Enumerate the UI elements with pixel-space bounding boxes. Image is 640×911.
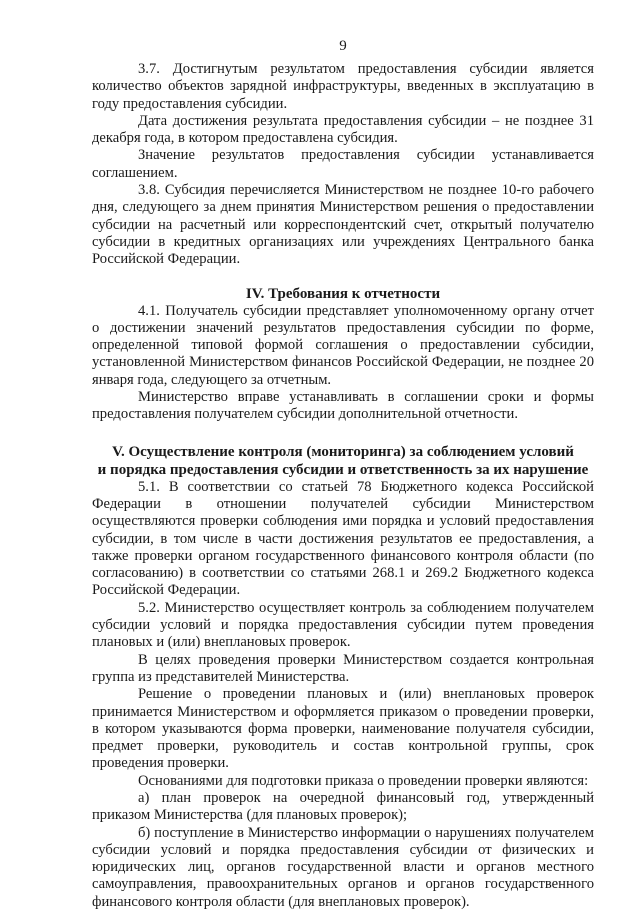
paragraph-3-7: 3.7. Достигнутым результатом предоставления субсидии является количество объектов зарядной инфраструктуры, введенных в эксплуатацию в году предоставления субсидии.: [92, 61, 594, 112]
list-item-b: б) поступление в Министерство информации о нарушениях получателем субсидии условий и порядка предоставления субсидии от физических и юридических лиц, органов государственной власти и органов местного самоуправления, правоохранительных органов и органов государственного финансового контроля области (для внеплановых проверок).: [92, 824, 594, 910]
paragraph-additional-reporting: Министерство вправе устанавливать в соглашении сроки и формы предоставления получателем субсидии дополнительной отчетности.: [92, 389, 594, 423]
paragraph-3-8: 3.8. Субсидия перечисляется Министерством не позднее 10-го рабочего дня, следующего за днем принятия Министерством решения о предоставлении субсидии на расчетный или корреспондентский счет, открытый получателю субсидии в кредитных организациях или учреждениях Центрального банка Российской Федерации.: [92, 182, 594, 268]
document-body: [92, 61, 594, 911]
paragraph-5-2: 5.2. Министерство осуществляет контроль за соблюдением получателем субсидии условий и порядка предоставления субсидии путем проведения плановых и (или) внеплановых проверок.: [92, 599, 594, 651]
paragraph-result-date: Дата достижения результата предоставления субсидии – не позднее 31 декабря года, в котором предоставлена субсидия.: [92, 112, 594, 147]
paragraph-grounds: Основаниями для подготовки приказа о проведении проверки являются:: [138, 772, 589, 789]
paragraph-5-1: 5.1. В соответствии со статьей 78 Бюджетного кодекса Российской Федерации в отношении получателей субсидии Министерством осуществляются проверки соблюдения ими порядка и условий предоставления субсидии, в том числе в части достижения результатов ее предоставления, а также проверки органом государственного финансового контроля области (по согласованию) в соответствии со статьями 268.1 и 269.2 Бюджетного кодекса Российской Федерации.: [92, 478, 594, 599]
paragraph-4-1: 4.1. Получатель субсидии представляет уполномоченному органу отчет о достижении значений результатов предоставления субсидии по форме, определенной типовой формой соглашения о предоставлении субсидии, установленной Министерством финансов Российской Федерации, не позднее 20 января года, следующего за отчетным.: [92, 302, 594, 388]
page-number: 9: [339, 38, 347, 54]
paragraph-inspection-decision: Решение о проведении плановых и (или) внеплановых проверок принимается Министерством и оформляется приказом о проведении проверки, в котором указываются форма проверки, наименование получателя субсидии, предмет проверки, руководитель и состав контрольной группы, срок проведения проверки.: [92, 686, 594, 772]
section-heading-v-line2: и порядка предоставления субсидии и ответственность за их нарушение: [97, 461, 589, 478]
list-item-a: а) план проверок на очередной финансовый год, утвержденный приказом Министерства (для плановых проверок);: [92, 789, 594, 824]
section-heading-v-line1: V. Осуществление контроля (мониторинга) за соблюдением условий: [112, 443, 574, 460]
paragraph-result-value: Значение результатов предоставления субсидии устанавливается соглашением.: [92, 147, 594, 181]
section-heading-iv: IV. Требования к отчетности: [245, 285, 441, 302]
paragraph-control-group: В целях проведения проверки Министерством создается контрольная группа из представителей Министерства.: [92, 651, 594, 685]
